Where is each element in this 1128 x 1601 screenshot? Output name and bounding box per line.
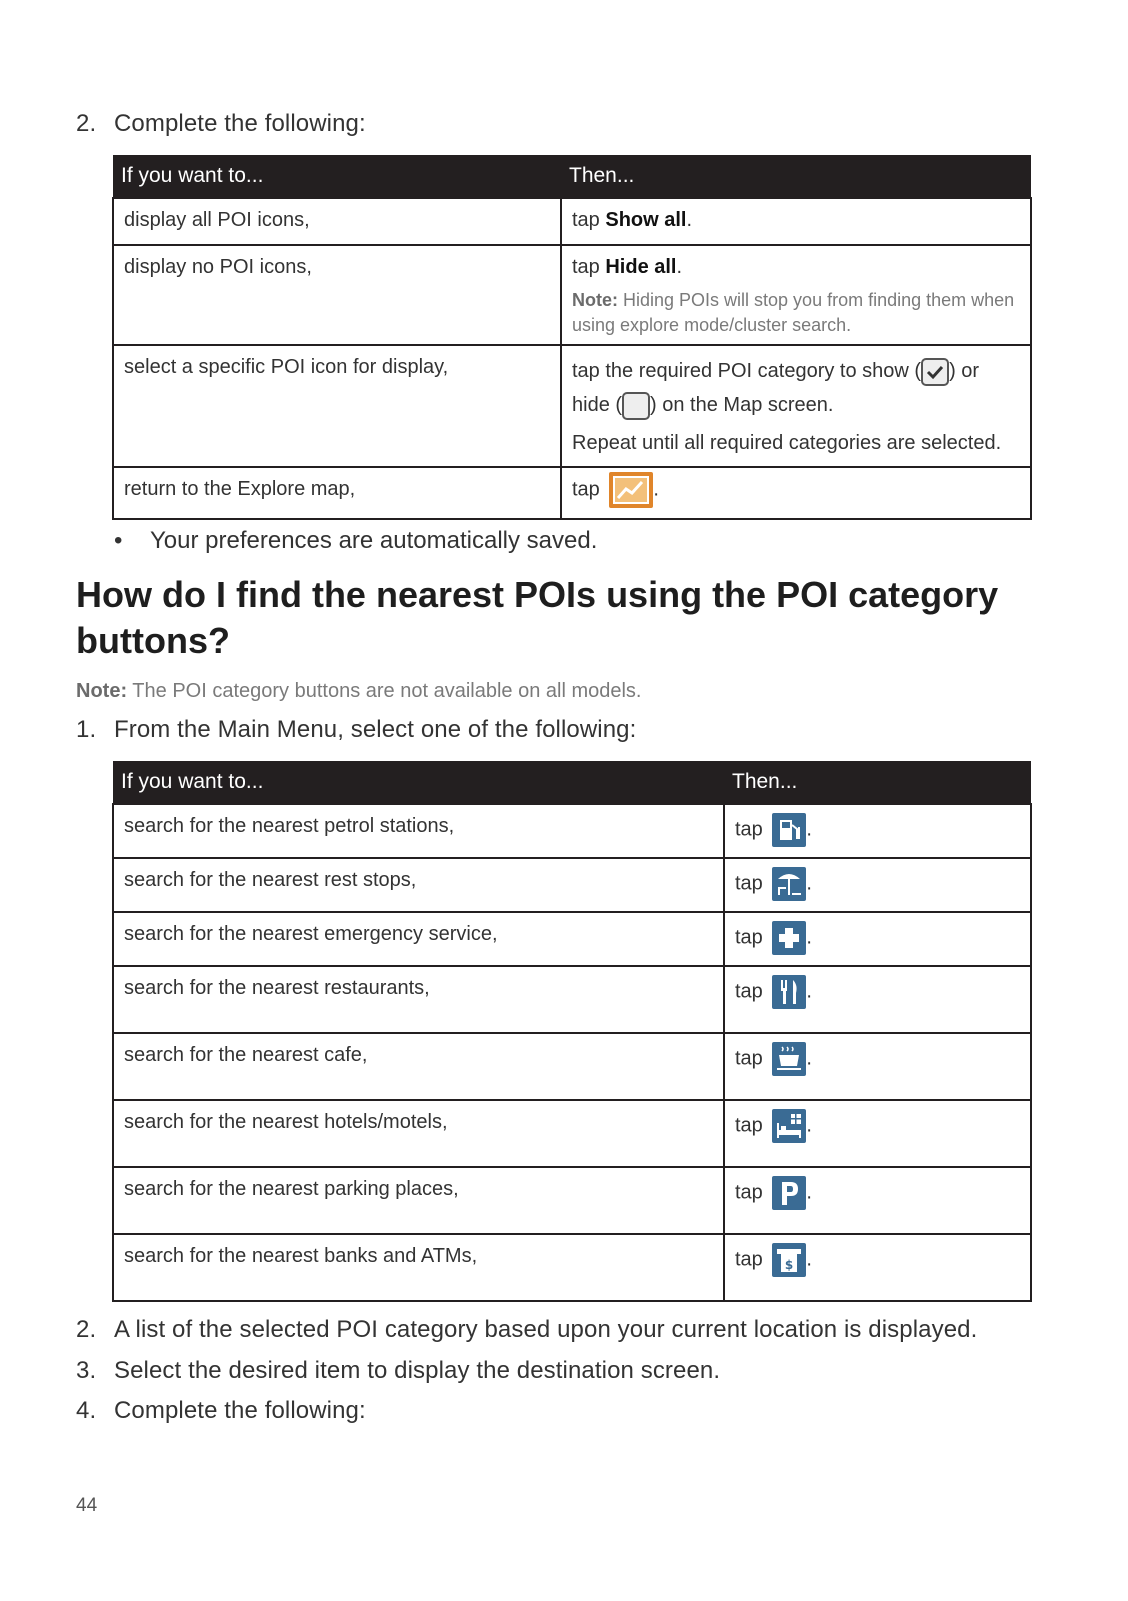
hide-all-label: Hide all [605, 256, 677, 278]
table-row [113, 198, 1031, 245]
section-heading: How do I find the nearest POIs using the POI category buttons? [76, 574, 999, 661]
table-cell: search for the nearest rest stops, [113, 858, 724, 912]
rest-stop-icon [772, 867, 806, 901]
page-number: 44 [76, 1495, 98, 1516]
explore-map-icon [609, 472, 653, 508]
table-cell: tap $ . [724, 1234, 1031, 1301]
column-header: If you want to... [113, 155, 561, 198]
table-header-row [113, 761, 1031, 804]
parking-icon [772, 1176, 806, 1210]
table-cell: tap . [724, 858, 1031, 912]
table-cell: tap Hide all. Note: Hiding POIs will stop you from finding them when using explore mode/cluster search. [561, 245, 1031, 345]
table-cell: tap . [724, 1167, 1031, 1234]
unchecked-checkbox-icon [622, 392, 650, 420]
step-2-top: 2. Complete the following: [76, 110, 366, 137]
fork-knife-icon [772, 975, 806, 1009]
table-cell: tap . [724, 966, 1031, 1033]
table-row [113, 804, 1031, 858]
table-row [113, 858, 1031, 912]
checked-checkbox-icon [921, 358, 949, 386]
hotel-bed-icon [772, 1109, 806, 1143]
table-cell: search for the nearest banks and ATMs, [113, 1234, 724, 1301]
medical-cross-icon [772, 921, 806, 955]
table-row [113, 1033, 1031, 1100]
table-row [113, 912, 1031, 966]
table-row [113, 245, 1031, 345]
bullet-preferences: • Your preferences are automatically saved. [114, 527, 598, 554]
table-cell: tap . [724, 804, 1031, 858]
table-cell: tap . [724, 912, 1031, 966]
table-row [113, 1100, 1031, 1167]
show-all-label: Show all [605, 209, 687, 231]
table-row [113, 966, 1031, 1033]
poi-display-table [112, 155, 1032, 520]
column-header: Then... [561, 155, 1031, 198]
table-header-row [113, 155, 1031, 198]
column-header: If you want to... [113, 761, 724, 804]
table-row [113, 1234, 1031, 1301]
column-header: Then... [724, 761, 1031, 804]
table-cell: tap . [724, 1100, 1031, 1167]
step-3: 3. Select the desired item to display the destination screen. [76, 1357, 721, 1384]
table-cell: search for the nearest petrol stations, [113, 804, 724, 858]
table-cell: search for the nearest restaurants, [113, 966, 724, 1033]
table-cell: display all POI icons, [113, 198, 561, 245]
step-1: 1. From the Main Menu, select one of the following: [76, 716, 637, 743]
table-cell: search for the nearest cafe, [113, 1033, 724, 1100]
table-cell: tap the required POI category to show ( ) or hide ( ) on the Map screen. Repeat until all required categories are selected. [561, 345, 1031, 467]
table-cell: return to the Explore map, [113, 467, 561, 519]
atm-icon [772, 1243, 806, 1277]
table-cell: search for the nearest emergency service, [113, 912, 724, 966]
step-4: 4. Complete the following: [76, 1397, 366, 1424]
table-cell: tap Show all. [561, 198, 1031, 245]
poi-category-table [112, 761, 1032, 1302]
models-note: Note: The POI category buttons are not available on all models. [76, 680, 642, 702]
table-cell: tap . [724, 1033, 1031, 1100]
table-row [113, 345, 1031, 467]
table-row [113, 1167, 1031, 1234]
step-2-bottom: 2. A list of the selected POI category based upon your current location is displayed. [76, 1316, 978, 1343]
table-cell: select a specific POI icon for display, [113, 345, 561, 467]
hide-note: Note: Hiding POIs will stop you from finding them when using explore mode/cluster search. [572, 290, 1015, 335]
table-cell: tap . [561, 467, 1031, 519]
svg-text:$: $ [785, 1258, 794, 1272]
table-cell: search for the nearest hotels/motels, [113, 1100, 724, 1167]
fuel-pump-icon [772, 813, 806, 847]
table-cell: search for the nearest parking places, [113, 1167, 724, 1234]
table-cell: display no POI icons, [113, 245, 561, 345]
coffee-cup-icon [772, 1042, 806, 1076]
table-row [113, 467, 1031, 519]
